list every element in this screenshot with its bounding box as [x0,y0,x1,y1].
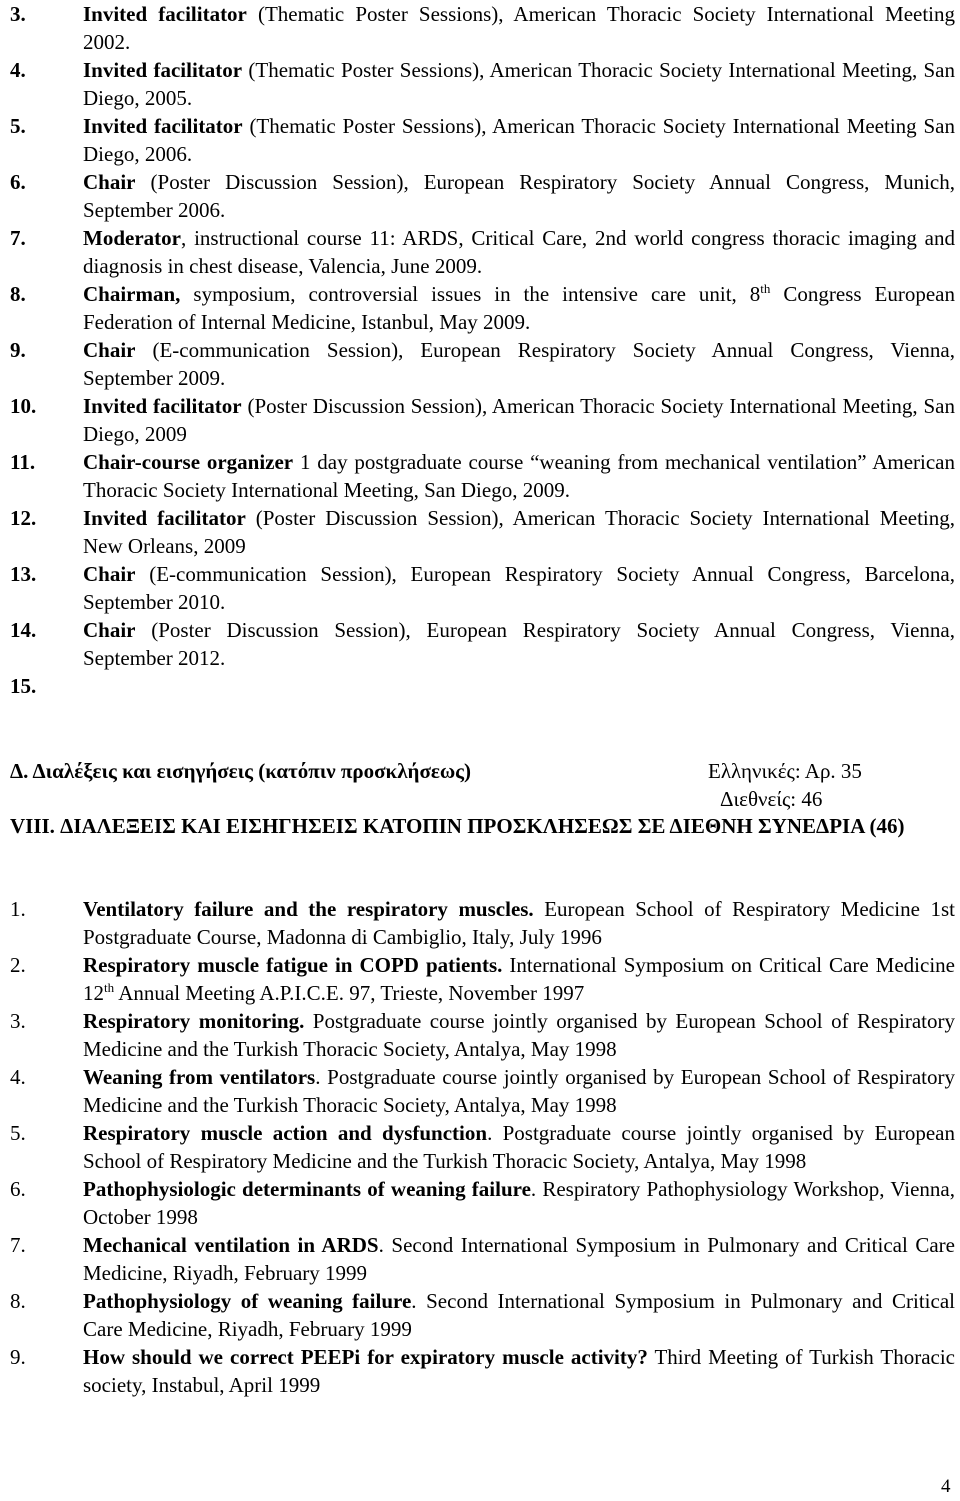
item-text: International Symposium on Critical Care Medicine 12 [83,953,955,1005]
list-item [10,1231,955,1287]
item-text: (Thematic Poster Sessions), American Thoracic Society International Meeting, San Diego, 2005. [83,58,955,110]
activities-list [10,0,955,700]
list-item [10,0,955,56]
item-role: Invited facilitator [83,394,242,418]
list-item [10,392,955,448]
list-item [10,336,955,392]
item-text: . Second International Symposium in Pulmonary and Critical Care Medicine, Riyadh, February 1999 [83,1289,955,1341]
list-item [10,616,955,672]
list-item [10,1175,955,1231]
item-role: Chair [83,618,136,642]
item-number: 7. [10,226,26,250]
item-number: 1. [10,897,26,921]
item-number: 6. [10,1177,26,1201]
item-text: 1 day postgraduate course “weaning from mechanical ventilation” American Thoracic Society International Meeting, San Diego, 2009. [83,450,955,502]
item-role: Invited facilitator [83,114,243,138]
lecture-title: Respiratory monitoring. [83,1009,305,1033]
lecture-title: How should we correct PEEPi for expiratory muscle activity? [83,1345,648,1369]
item-number: 8. [10,282,26,306]
item-role: Invited facilitator [83,2,247,26]
list-item [10,280,955,336]
item-role: Invited facilitator [83,506,246,530]
item-text: Annual Meeting A.P.I.C.E. 97, Trieste, November 1997 [114,981,585,1005]
list-item [10,560,955,616]
lecture-title: Respiratory muscle action and dysfunction [83,1121,488,1145]
item-text: Postgraduate course jointly organised by European School of Respiratory Medicine and the Turkish Thoracic Society, Antalya, May 1998 [83,1009,955,1061]
list-item [10,224,955,280]
item-text: Congress European Federation of Internal Medicine, Istanbul, May 2009. [83,282,955,334]
item-number: 9. [10,1345,26,1369]
list-item [10,1063,955,1119]
item-number: 13. [10,562,37,586]
item-number: 3. [10,2,26,26]
item-text: Third Meeting of Turkish Thoracic society, Instabul, April 1999 [83,1345,955,1397]
item-text: (Thematic Poster Sessions), American Thoracic Society International Meeting San Diego, 2006. [83,114,955,166]
item-number: 6. [10,170,26,194]
greek-lectures-count: Ελληνικές: Αρ. 35 [708,759,862,783]
section-d-title: Δ. Διαλέξεις και εισηγήσεις (κατόπιν προσκλήσεως) [10,759,472,783]
item-text: (Poster Discussion Session), American Thoracic Society International Meeting, San Diego, 2009 [83,394,956,446]
list-item [10,951,955,1007]
ordinal-suffix: th [104,980,115,995]
item-text: symposium, controversial issues in the intensive care unit, 8 [180,282,761,306]
item-text: . Postgraduate course jointly organised by European School of Respiratory Medicine and the Turkish Thoracic Society, Antalya, May 1998 [83,1121,955,1173]
item-text: . Postgraduate course jointly organised by European School of Respiratory Medicine and the Turkish Thoracic Society, Antalya, May 1998 [83,1065,955,1117]
list-item [10,1119,955,1175]
item-text: (Thematic Poster Sessions), American Thoracic Society International Meeting 2002. [83,2,955,54]
item-number: 5. [10,1121,26,1145]
item-number: 2. [10,953,26,977]
list-item [10,1007,955,1063]
item-role: Chair [83,562,136,586]
lecture-title: Weaning from ventilators [83,1065,316,1089]
list-item [10,1343,955,1399]
international-lectures-count: Διεθνείς: 46 [720,787,823,811]
item-text: (Poster Discussion Session), European Respiratory Society Annual Congress, Vienna, September 2012. [83,618,955,670]
item-text: (Poster Discussion Session), American Thoracic Society International Meeting, New Orleans, 2009 [83,506,955,558]
list-item [10,168,955,224]
item-number: 15. [10,674,37,698]
item-number: 8. [10,1289,26,1313]
list-item [10,448,955,504]
list-item [10,504,955,560]
list-item [10,895,955,951]
lectures-list [10,895,955,1399]
item-number: 4. [10,58,26,82]
list-item [10,1287,955,1343]
list-item [10,56,955,112]
item-number: 10. [10,394,37,418]
item-text: European School of Respiratory Medicine 1st Postgraduate Course, Madonna di Cambiglio, Italy, July 1996 [83,897,955,949]
lecture-title: Respiratory muscle fatigue in COPD patients. [83,953,503,977]
lecture-title: Pathophysiologic determinants of weaning failure [83,1177,531,1201]
list-item-empty [10,672,955,700]
item-text: , instructional course 11: ARDS, Critical Care, 2nd world congress thoracic imaging and diagnosis in chest disease, Valencia, June 2009. [83,226,955,278]
section-viii-heading: VIII. ΔΙΑΛΕΞΕΙΣ ΚΑΙ ΕΙΣΗΓΗΣΕΙΣ ΚΑΤΟΠΙΝ ΠΡΟΣΚΛΗΣΕΩΣ ΣΕ ΔΙΕΘΝΗ ΣΥΝΕΔΡΙΑ (46) [10,814,905,838]
item-text: . Respiratory Pathophysiology Workshop, Vienna, October 1998 [83,1177,955,1229]
item-number: 12. [10,506,37,530]
item-role: Chairman, [83,282,181,306]
item-number: 7. [10,1233,26,1257]
item-role: Invited facilitator [83,58,243,82]
item-number: 3. [10,1009,26,1033]
item-text: (E-communication Session), European Respiratory Society Annual Congress, Barcelona, September 2010. [83,562,955,614]
item-number: 5. [10,114,26,138]
item-role: Chair [83,170,136,194]
item-number: 9. [10,338,26,362]
lecture-title: Pathophysiology of weaning failure [83,1289,412,1313]
ordinal-suffix: th [760,281,771,296]
item-text: (Poster Discussion Session), European Respiratory Society Annual Congress, Munich, September 2006. [83,170,955,222]
item-text: (E-communication Session), European Respiratory Society Annual Congress, Vienna, September 2009. [83,338,955,390]
item-role: Moderator [83,226,181,250]
page-number: 4 [941,1476,951,1497]
item-role: Chair [83,338,136,362]
lecture-title: Mechanical ventilation in ARDS [83,1233,379,1257]
item-number: 11. [10,450,36,474]
item-role: Chair-course organizer [83,450,294,474]
item-text: . Second International Symposium in Pulmonary and Critical Care Medicine, Riyadh, February 1999 [83,1233,955,1285]
item-number: 4. [10,1065,26,1089]
list-item [10,112,955,168]
lecture-title: Ventilatory failure and the respiratory muscles. [83,897,534,921]
item-number: 14. [10,618,37,642]
